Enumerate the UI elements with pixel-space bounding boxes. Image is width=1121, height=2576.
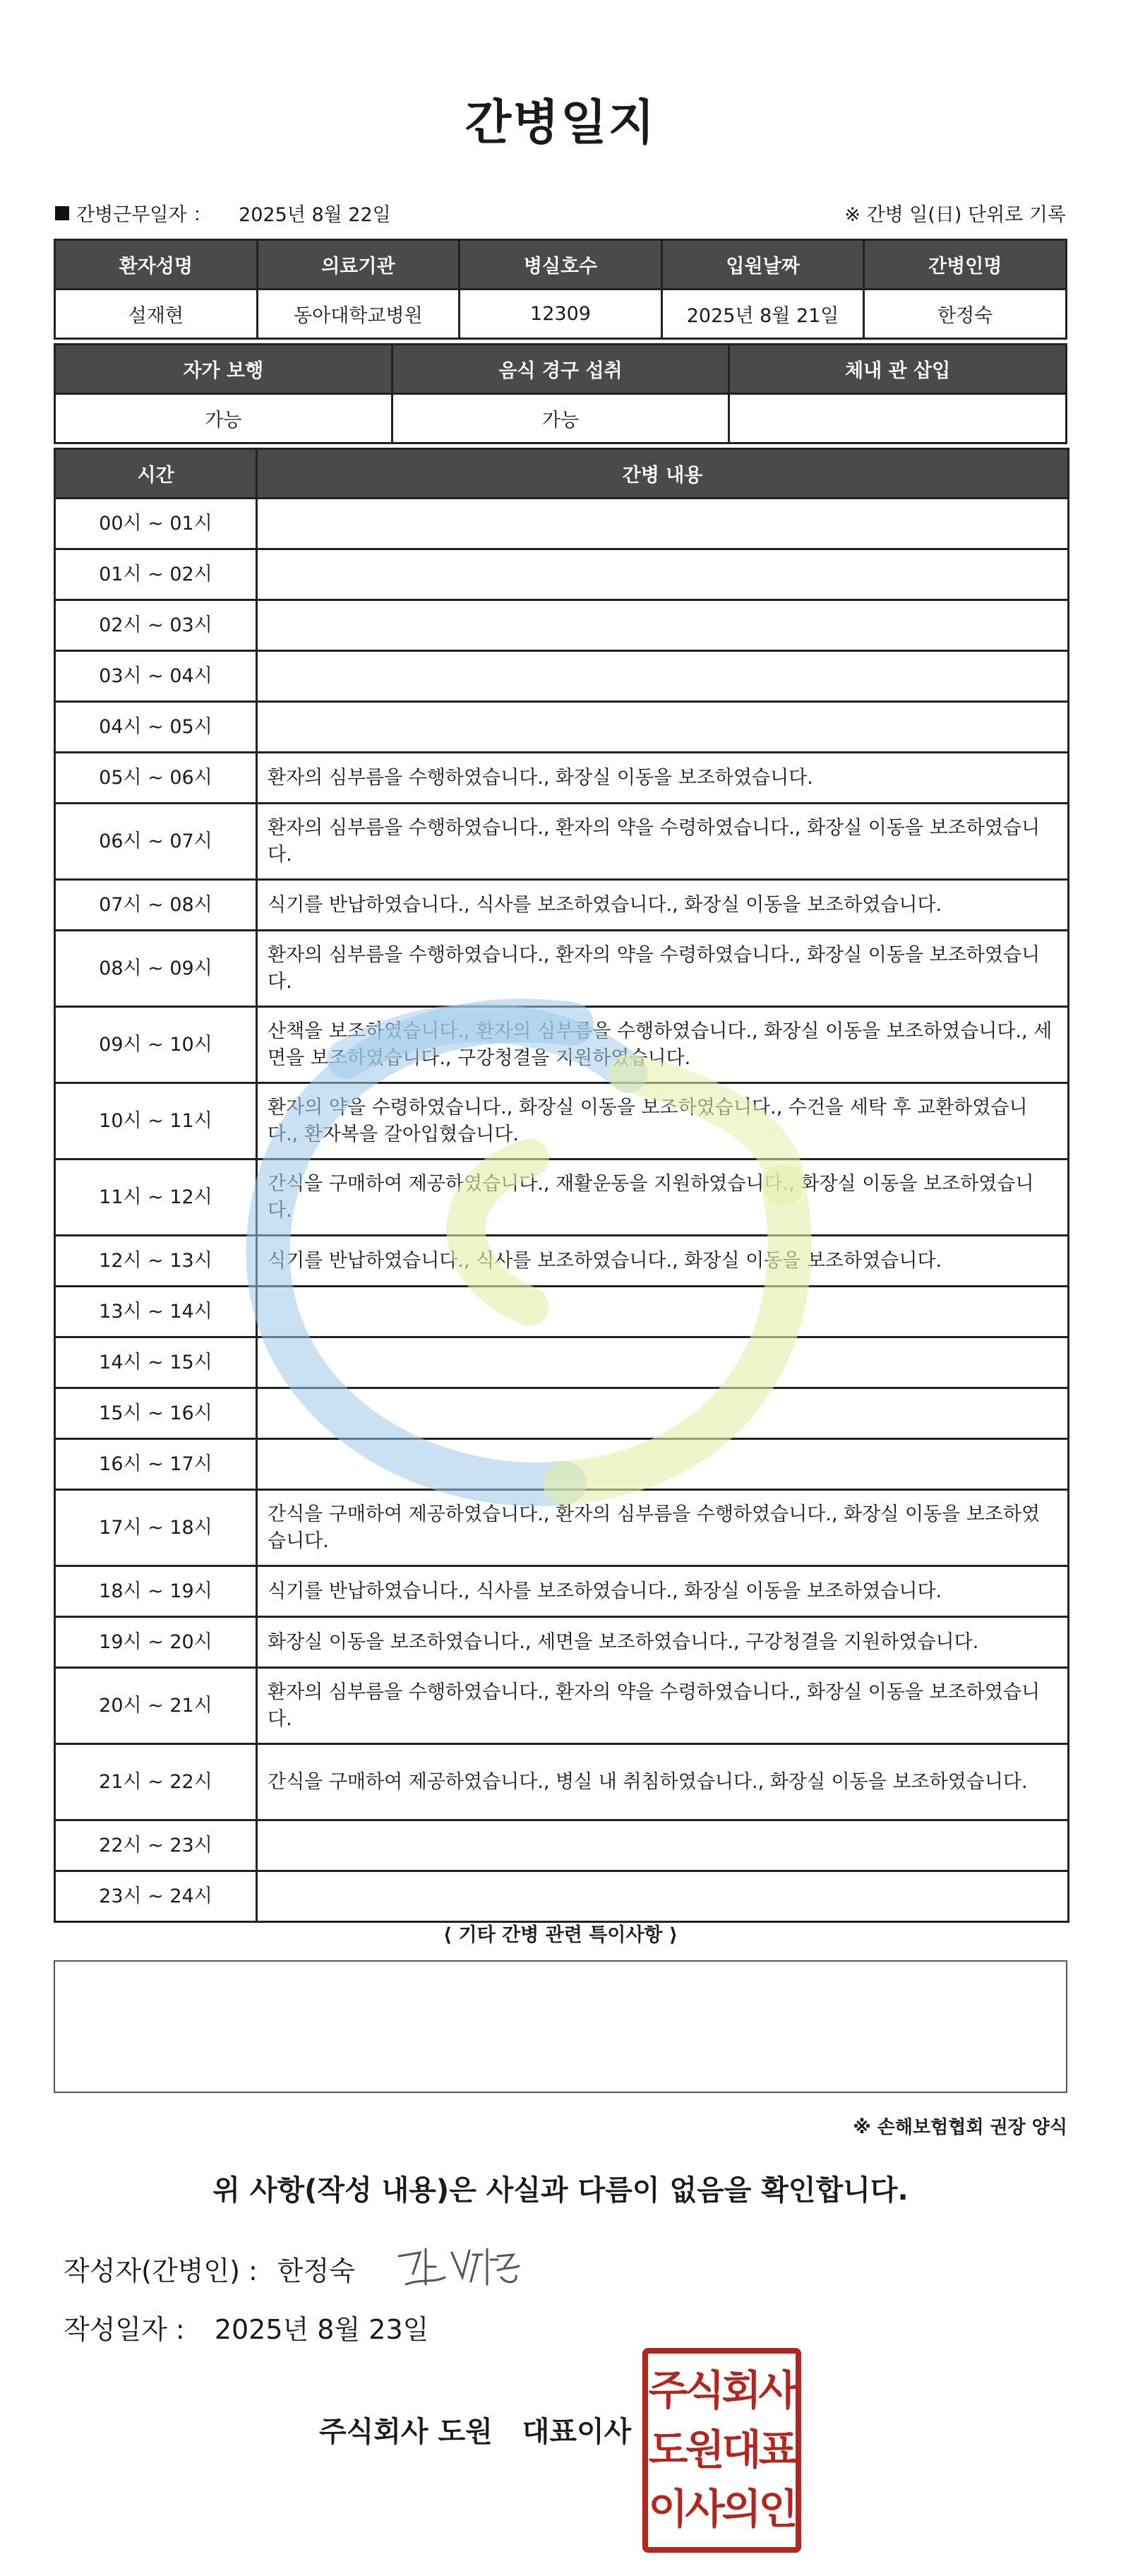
care-log-time: 15시 ~ 16시 <box>55 1388 257 1439</box>
care-log-content: 간식을 구매하여 제공하였습니다., 재활운동을 지원하였습니다., 화장실 이동을 보조하였습니다. <box>257 1159 1069 1236</box>
care-log-time: 22시 ~ 23시 <box>55 1820 257 1871</box>
patient-status-value-row <box>55 394 1067 443</box>
header-hospital: 의료기관 <box>257 240 460 290</box>
written-date-line <box>64 2308 428 2347</box>
care-log-row <box>55 931 1069 1007</box>
patient-status-header-row <box>55 345 1067 394</box>
care-log-row <box>55 1871 1069 1922</box>
room-number: 12309 <box>460 290 662 339</box>
written-date-label: 작성일자 : <box>64 2314 185 2345</box>
care-log-row <box>55 651 1069 702</box>
care-log-header-row <box>55 449 1069 499</box>
care-log-row <box>55 1668 1069 1744</box>
handwritten-signature <box>392 2235 522 2298</box>
patient-info-header-row <box>55 240 1067 290</box>
care-log-content: 식기를 반납하였습니다., 식사를 보조하였습니다., 화장실 이동을 보조하였습니다. <box>257 1236 1069 1287</box>
writer-line <box>64 2249 355 2288</box>
care-log-content <box>257 1820 1069 1871</box>
bullet-square-icon <box>55 206 69 220</box>
company-name: 주식회사 도원 <box>319 2416 493 2448</box>
care-log-row <box>55 1236 1069 1287</box>
company-seal-stamp <box>642 2348 801 2553</box>
company-signature <box>319 2409 631 2450</box>
header-care-content: 간병 내용 <box>257 449 1069 499</box>
special-notes-box <box>54 1960 1067 2093</box>
care-log-time: 05시 ~ 06시 <box>55 753 257 804</box>
association-note: ※ 손해보험협회 권장 양식 <box>853 2117 1067 2138</box>
care-log-content: 간식을 구매하여 제공하였습니다., 병실 내 취침하였습니다., 화장실 이동을 보조하였습니다. <box>257 1744 1069 1820</box>
work-date-value: 2025년 8월 22일 <box>239 204 391 226</box>
company-role: 대표이사 <box>522 2416 632 2448</box>
care-log-time: 13시 ~ 14시 <box>55 1287 257 1337</box>
care-log-row <box>55 1820 1069 1871</box>
record-unit-note: ※ 간병 일(日) 단위로 기록 <box>844 204 1066 226</box>
care-log-table <box>54 448 1069 1923</box>
care-log-content: 환자의 심부름을 수행하였습니다., 화장실 이동을 보조하였습니다. <box>257 753 1069 804</box>
written-date-value: 2025년 8월 23일 <box>214 2314 429 2345</box>
care-log-content <box>257 1337 1069 1388</box>
writer-name: 한정숙 <box>277 2255 355 2286</box>
self-walking-value: 가능 <box>55 394 392 443</box>
seal-line-3: 이사의인 <box>648 2485 796 2533</box>
care-log-time: 14시 ~ 15시 <box>55 1337 257 1388</box>
header-patient-name: 환자성명 <box>55 240 258 290</box>
care-log-content: 환자의 심부름을 수행하였습니다., 환자의 약을 수령하였습니다., 화장실 이동을 보조하였습니다. <box>257 804 1069 880</box>
care-log-row <box>55 804 1069 880</box>
care-log-row <box>55 753 1069 804</box>
care-log-time: 16시 ~ 17시 <box>55 1439 257 1490</box>
care-log-time: 06시 ~ 07시 <box>55 804 257 880</box>
care-log-time: 04시 ~ 05시 <box>55 702 257 753</box>
care-log-content <box>257 1439 1069 1490</box>
care-log-row <box>55 1617 1069 1668</box>
tube-insertion-value <box>729 394 1067 443</box>
care-log-time: 21시 ~ 22시 <box>55 1744 257 1820</box>
care-log-row <box>55 1490 1069 1566</box>
care-log-content <box>257 549 1069 600</box>
special-notes-title: ⟨ 기타 간병 관련 특이사항 ⟩ <box>443 1924 678 1946</box>
care-log-content <box>257 499 1069 549</box>
care-log-time: 03시 ~ 04시 <box>55 651 257 702</box>
header-self-walking: 자가 보행 <box>55 345 392 394</box>
care-log-content: 화장실 이동을 보조하였습니다., 세면을 보조하였습니다., 구강청결을 지원하였습니다. <box>257 1617 1069 1668</box>
document-title: 간병일지 <box>464 95 657 151</box>
header-time: 시간 <box>55 449 257 499</box>
care-log-row <box>55 1566 1069 1617</box>
care-log-row <box>55 1744 1069 1820</box>
seal-line-2: 도원대표 <box>648 2426 796 2474</box>
care-log-content <box>257 600 1069 651</box>
care-log-time: 11시 ~ 12시 <box>55 1159 257 1236</box>
care-log-content: 산책을 보조하였습니다., 환자의 심부름을 수행하였습니다., 화장실 이동을 보조하였습니다., 세면을 보조하였습니다., 구강청결을 지원하였습니다. <box>257 1007 1069 1083</box>
care-log-content <box>257 1287 1069 1337</box>
care-log-time: 19시 ~ 20시 <box>55 1617 257 1668</box>
work-date <box>55 199 391 227</box>
care-log-time: 10시 ~ 11시 <box>55 1083 257 1159</box>
care-log-time: 07시 ~ 08시 <box>55 880 257 931</box>
care-log-content: 환자의 심부름을 수행하였습니다., 환자의 약을 수령하였습니다., 화장실 이동을 보조하였습니다. <box>257 1668 1069 1744</box>
care-log-content: 환자의 심부름을 수행하였습니다., 환자의 약을 수령하였습니다., 화장실 이동을 보조하였습니다. <box>257 931 1069 1007</box>
care-log-row <box>55 1287 1069 1337</box>
writer-label: 작성자(간병인) : <box>64 2255 258 2286</box>
header-caregiver-name: 간병인명 <box>864 240 1067 290</box>
care-log-row <box>55 880 1069 931</box>
care-log-time: 23시 ~ 24시 <box>55 1871 257 1922</box>
header-oral-intake: 음식 경구 섭취 <box>392 345 729 394</box>
care-log-time: 02시 ~ 03시 <box>55 600 257 651</box>
care-log-content <box>257 1388 1069 1439</box>
care-log-time: 09시 ~ 10시 <box>55 1007 257 1083</box>
patient-status-table <box>54 343 1067 444</box>
patient-name: 설재현 <box>55 290 258 339</box>
care-log-row <box>55 702 1069 753</box>
care-log-content: 간식을 구매하여 제공하였습니다., 환자의 심부름을 수행하였습니다., 화장실 이동을 보조하였습니다. <box>257 1490 1069 1566</box>
care-log-row <box>55 499 1069 549</box>
patient-info-table <box>54 239 1067 340</box>
header-room: 병실호수 <box>460 240 662 290</box>
care-log-row <box>55 1007 1069 1083</box>
oral-intake-value: 가능 <box>392 394 729 443</box>
care-log-row <box>55 600 1069 651</box>
care-log-time: 08시 ~ 09시 <box>55 931 257 1007</box>
care-log-content <box>257 702 1069 753</box>
hospital-name: 동아대학교병원 <box>257 290 460 339</box>
header-tube-insertion: 체내 관 삽입 <box>729 345 1067 394</box>
care-log-row <box>55 1388 1069 1439</box>
meta-row <box>55 199 1066 227</box>
care-log-row <box>55 1159 1069 1236</box>
care-log-row <box>55 1337 1069 1388</box>
confirmation-statement: 위 사항(작성 내용)은 사실과 다름이 없음을 확인합니다. <box>212 2174 909 2207</box>
care-log-time: 00시 ~ 01시 <box>55 499 257 549</box>
care-log-content <box>257 1871 1069 1922</box>
care-log-content <box>257 651 1069 702</box>
admission-date: 2025년 8월 21일 <box>661 290 864 339</box>
care-log-content: 식기를 반납하였습니다., 식사를 보조하였습니다., 화장실 이동을 보조하였습니다. <box>257 1566 1069 1617</box>
work-date-label: 간병근무일자 ： <box>76 204 212 226</box>
care-log-content: 식기를 반납하였습니다., 식사를 보조하였습니다., 화장실 이동을 보조하였습니다. <box>257 880 1069 931</box>
care-log-row <box>55 1083 1069 1159</box>
care-log-time: 18시 ~ 19시 <box>55 1566 257 1617</box>
care-log-time: 01시 ~ 02시 <box>55 549 257 600</box>
care-log-body <box>55 499 1069 1922</box>
care-log-row <box>55 549 1069 600</box>
patient-info-value-row <box>55 290 1067 339</box>
care-log-time: 12시 ~ 13시 <box>55 1236 257 1287</box>
seal-line-1: 주식회사 <box>648 2366 796 2414</box>
header-admission-date: 입원날짜 <box>661 240 864 290</box>
care-log-time: 20시 ~ 21시 <box>55 1668 257 1744</box>
care-log-row <box>55 1439 1069 1490</box>
care-log-time: 17시 ~ 18시 <box>55 1490 257 1566</box>
care-log-content: 환자의 약을 수령하였습니다., 화장실 이동을 보조하였습니다., 수건을 세탁 후 교환하였습니다., 환자복을 갈아입혔습니다. <box>257 1083 1069 1159</box>
caregiver-name: 한정숙 <box>864 290 1067 339</box>
